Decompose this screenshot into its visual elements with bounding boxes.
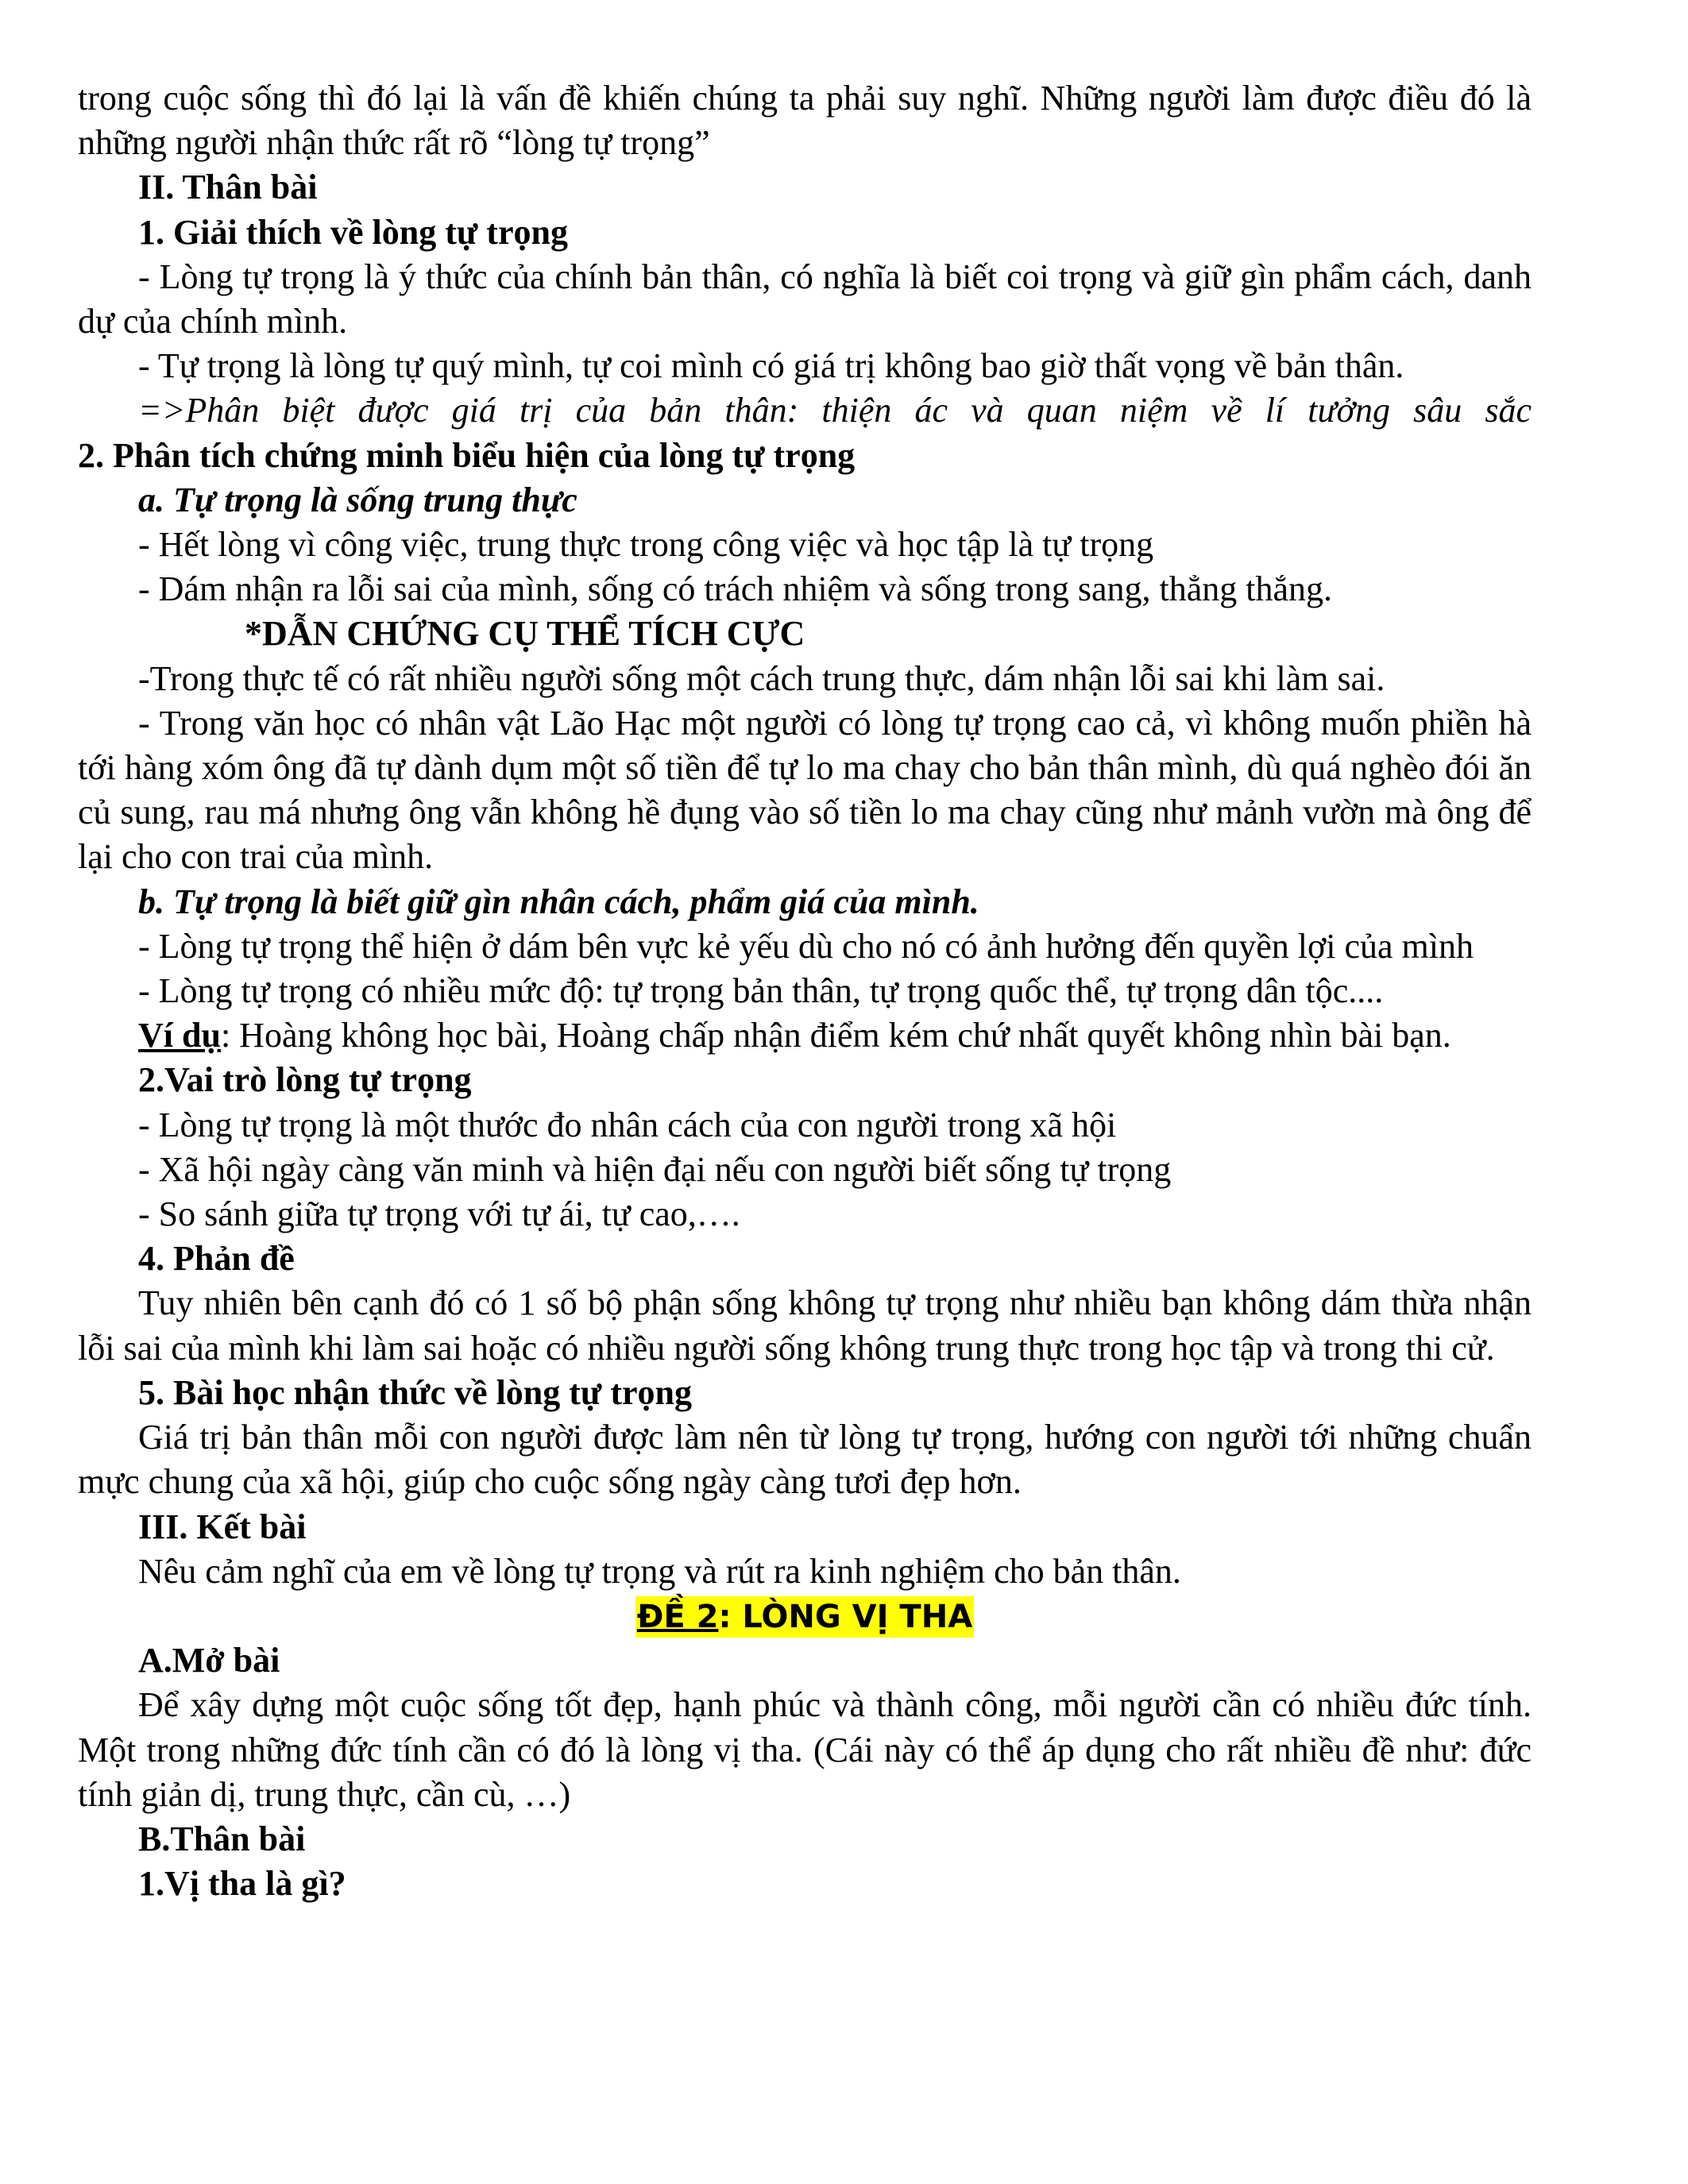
subsection-heading: 1.Vị tha là gì? [138,1864,346,1904]
subsection-heading: 4. Phản đề [138,1239,295,1279]
paragraph: Để xây dựng một cuộc sống tốt đẹp, hạnh phúc và thành công, mỗi người cần có nhiều đức tính. Một trong những đức tính cần có đó là lòng vị tha. (Cái này có thể áp dụng cho rất nhiều đề như: đức tính giản dị, trung thực, cần cù, …) [78,1685,1532,1814]
paragraph: - Trong văn học có nhân vật Lão Hạc một người có lòng tự trọng cao cả, vì không muốn phiền hà tới hàng xóm ông đã tự dành dụm một số tiền để tự lo ma chay cho bản thân mình, dù quá nghèo đói ăn củ sung, rau má nhưng ông vẫn không hề đụng vào số tiền lo ma chay cũng như mảnh vườn mà ông để lại cho con trai của mình. [78,703,1532,877]
topic-title-line [78,1594,1532,1638]
paragraph: Nêu cảm nghĩ của em về lòng tự trọng và rút ra kinh nghiệm cho bản thân. [138,1551,1181,1591]
paragraph: - Dám nhận ra lỗi sai của mình, sống có trách nhiệm và sống trong sang, thẳng thắng. [138,569,1332,609]
topic-title [635,1596,974,1638]
subsection-heading: b. Tự trọng là biết giữ gìn nhân cách, phẩm giá của mình. [138,882,979,921]
section-heading: A.Mở bài [138,1641,280,1680]
subsection-heading: 1. Giải thích về lòng tự trọng [138,212,568,252]
paragraph: - Tự trọng là lòng tự quý mình, tự coi mình có giá trị không bao giờ thất vọng về bản thân. [138,346,1404,386]
section-heading: III. Kết bài [138,1507,307,1546]
paragraph: =>Phân biệt được giá trị của bản thân: thiện ác và quan niệm về lí tưởng sâu sắc [138,391,1532,430]
evidence-heading: *DẪN CHỨNG CỤ THỂ TÍCH CỰC [245,614,805,654]
paragraph: - Xã hội ngày càng văn minh và hiện đại nếu con người biết sống tự trọng [138,1149,1172,1189]
paragraph: - Lòng tự trọng là một thước đo nhân cách của con người trong xã hội [138,1105,1117,1144]
paragraph: -Trong thực tế có rất nhiều người sống một cách trung thực, dám nhận lỗi sai khi làm sai. [138,658,1385,698]
subsection-heading: 2. Phân tích chứng minh biểu hiện của lòng tự trọng [78,435,856,475]
document-body [78,76,1532,1906]
paragraph: - Lòng tự trọng có nhiều mức độ: tự trọng bản thân, tự trọng quốc thể, tự trọng dân tộc.... [138,971,1384,1011]
paragraph: trong cuộc sống thì đó lại là vấn đề khiến chúng ta phải suy nghĩ. Những người làm được điều đó là những người nhận thức rất rõ “lòng tự trọng” [78,79,1532,163]
section-heading: B.Thân bài [138,1819,306,1858]
paragraph: - Lòng tự trọng thể hiện ở dám bên vực kẻ yếu dù cho nó có ảnh hưởng đến quyền lợi của mình [138,926,1474,966]
paragraph: Giá trị bản thân mỗi con người được làm nên từ lòng tự trọng, hướng con người tới những chuẩn mực chung của xã hội, giúp cho cuộc sống ngày càng tươi đẹp hơn. [78,1418,1532,1502]
example-text: : Hoàng không học bài, Hoàng chấp nhận điểm kém chứ nhất quyết không nhìn bài bạn. [220,1016,1451,1055]
section-heading: II. Thân bài [138,168,318,207]
example-label: Ví dụ [138,1016,221,1055]
paragraph: - Lòng tự trọng là ý thức của chính bản thân, có nghĩa là biết coi trọng và giữ gìn phẩm cách, danh dự của chính mình. [78,257,1532,341]
subsection-heading: 2.Vai trò lòng tự trọng [138,1060,472,1100]
topic-name: : LÒNG VỊ THA [718,1598,973,1635]
example-paragraph [78,1013,1532,1058]
topic-number: ĐỀ 2 [636,1598,719,1635]
paragraph: Tuy nhiên bên cạnh đó có 1 số bộ phận sống không tự trọng như nhiều bạn không dám thừa nhận lỗi sai của mình khi làm sai hoặc có nhiều người sống không trung thực trong học tập và trong thi cử. [78,1283,1532,1368]
paragraph: - Hết lòng vì công việc, trung thực trong công việc và học tập là tự trọng [138,525,1154,565]
subsection-heading: 5. Bài học nhận thức về lòng tự trọng [138,1372,692,1412]
subsection-heading: a. Tự trọng là sống trung thực [138,480,577,519]
paragraph: - So sánh giữa tự trọng với tự ái, tự cao,…. [138,1194,740,1234]
